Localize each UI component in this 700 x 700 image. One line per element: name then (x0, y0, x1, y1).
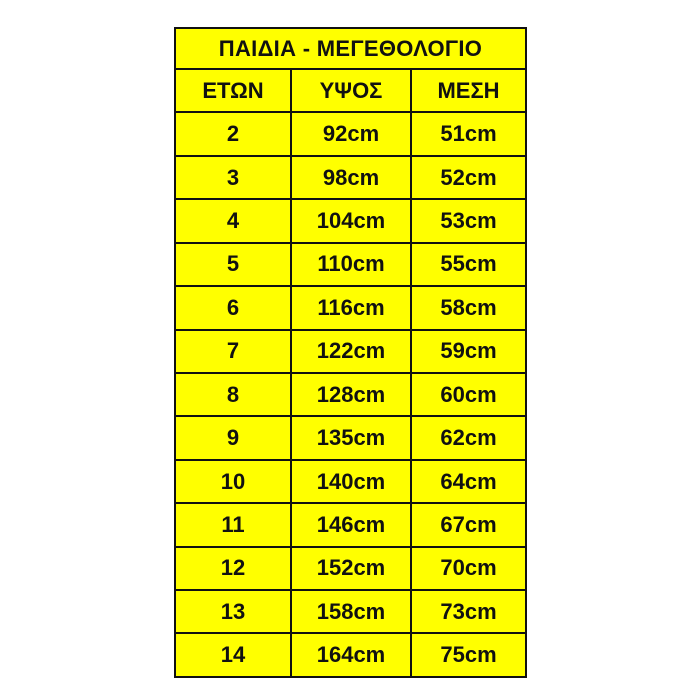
waist-cell: 62cm (440, 425, 497, 451)
table-row (176, 504, 525, 547)
height-cell: 158cm (292, 591, 412, 632)
age-cell: 8 (176, 374, 292, 415)
waist-cell: 53cm (440, 207, 497, 233)
age-cell: 5 (176, 244, 292, 285)
age-cell: 6 (176, 287, 292, 328)
height-cell: 128cm (292, 374, 412, 415)
height-cell: 152cm (292, 548, 412, 589)
table-title: ΠΑΙΔΙΑ - ΜΕΓΕΘΟΛΟΓΙΟ (176, 29, 525, 70)
waist-cell: 75cm (440, 642, 497, 668)
table-row (176, 374, 525, 417)
header-row (176, 70, 525, 113)
height-cell: 92cm (292, 113, 412, 154)
header-age: ΕΤΩΝ (176, 70, 292, 111)
height-cell: 116cm (292, 287, 412, 328)
table-row (176, 634, 525, 675)
height-cell: 122cm (292, 331, 412, 372)
age-cell: 7 (176, 331, 292, 372)
header-waist: ΜΕΣΗ (437, 77, 500, 103)
age-cell: 2 (176, 113, 292, 154)
height-cell: 104cm (292, 200, 412, 241)
table-row (176, 287, 525, 330)
height-cell: 164cm (292, 634, 412, 675)
waist-cell: 64cm (440, 468, 497, 494)
age-cell: 11 (176, 504, 292, 545)
age-cell: 10 (176, 461, 292, 502)
height-cell: 110cm (292, 244, 412, 285)
height-cell: 135cm (292, 417, 412, 458)
table-row (176, 548, 525, 591)
age-cell: 9 (176, 417, 292, 458)
table-row (176, 113, 525, 156)
height-cell: 140cm (292, 461, 412, 502)
table-row (176, 157, 525, 200)
table-row (176, 200, 525, 243)
age-cell: 3 (176, 157, 292, 198)
waist-cell: 67cm (440, 511, 497, 537)
waist-cell: 52cm (440, 164, 497, 190)
height-cell: 146cm (292, 504, 412, 545)
waist-cell: 59cm (440, 338, 497, 364)
age-cell: 4 (176, 200, 292, 241)
table-row (176, 591, 525, 634)
table-row (176, 331, 525, 374)
age-cell: 14 (176, 634, 292, 675)
waist-cell: 55cm (440, 251, 497, 277)
waist-cell: 70cm (440, 555, 497, 581)
waist-cell: 51cm (440, 121, 497, 147)
waist-cell: 73cm (440, 598, 497, 624)
header-height: ΥΨΟΣ (292, 70, 412, 111)
age-cell: 12 (176, 548, 292, 589)
height-cell: 98cm (292, 157, 412, 198)
table-row (176, 461, 525, 504)
waist-cell: 60cm (440, 381, 497, 407)
waist-cell: 58cm (440, 294, 497, 320)
table-row (176, 417, 525, 460)
age-cell: 13 (176, 591, 292, 632)
table-row (176, 244, 525, 287)
size-chart-table (174, 27, 527, 678)
